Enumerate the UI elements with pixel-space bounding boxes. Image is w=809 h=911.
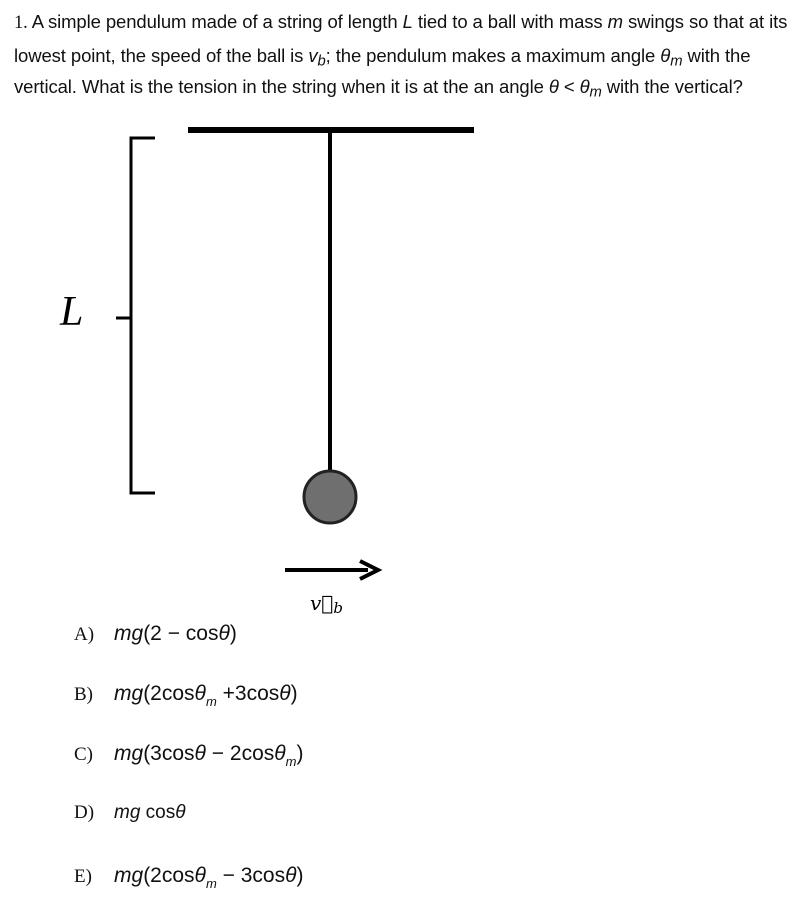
option-letter: C) [74, 744, 93, 765]
var-L: L [402, 11, 413, 32]
f: θ [194, 864, 206, 887]
sub-m: m [589, 84, 602, 101]
option-letter: A) [74, 624, 95, 645]
f: +3cos [216, 682, 280, 705]
f: ) [290, 682, 298, 705]
velocity-sub: b [333, 599, 343, 617]
f: − 3cos [216, 864, 286, 887]
f: mg [114, 864, 144, 887]
f: (2 − cos [143, 622, 219, 645]
option-letter: D) [74, 802, 95, 823]
option-letter: B) [74, 684, 93, 705]
f: m [205, 875, 217, 891]
text: A simple pendulum made of a string of length [27, 11, 403, 32]
f: (3cos [143, 742, 195, 765]
f: (2cos [143, 682, 195, 705]
f: ) [296, 864, 304, 887]
ceiling [188, 127, 474, 133]
f: θ [194, 682, 206, 705]
f: cos [140, 802, 176, 823]
velocity-label: v⃗ [310, 591, 334, 615]
ball [304, 471, 356, 523]
f: (2cos [143, 864, 195, 887]
f: ) [229, 622, 237, 645]
option-d[interactable] [74, 802, 186, 824]
f: θ [194, 742, 206, 765]
f: θ [274, 742, 286, 765]
option-letter: E) [74, 866, 92, 887]
f: θ [285, 864, 297, 887]
question-number: 1. [14, 13, 28, 33]
var-v: v [308, 44, 318, 66]
var-theta: θ [548, 76, 559, 97]
text: ; the pendulum makes a maximum angle [325, 44, 661, 66]
f: mg [114, 802, 141, 823]
option-c[interactable] [74, 742, 304, 769]
sub-b: b [317, 53, 326, 70]
sub-m: m [670, 53, 683, 70]
f: mg [114, 622, 144, 645]
f: m [285, 753, 297, 769]
length-bracket [131, 138, 155, 493]
f: − 2cos [205, 742, 275, 765]
option-a[interactable] [74, 622, 237, 646]
var-theta: θ [660, 44, 671, 66]
f: m [205, 693, 217, 709]
text: tied to a ball with mass [412, 11, 608, 32]
var-m: m [607, 11, 623, 32]
text: swings so that at its lowest point, the speed of the ball is [14, 11, 788, 66]
f: mg [114, 742, 144, 765]
svg-text:v⃗b [310, 591, 343, 617]
f: θ [279, 682, 291, 705]
option-e[interactable] [74, 864, 304, 891]
text: < [558, 76, 580, 97]
text: with the vertical. What is the tension in the string when it is at the an angle [14, 44, 751, 97]
f: θ [175, 802, 186, 823]
var-theta: θ [579, 76, 590, 97]
f: ) [296, 742, 304, 765]
f: mg [114, 682, 144, 705]
f: θ [218, 622, 230, 645]
option-b[interactable] [74, 682, 298, 709]
text: with the vertical? [601, 76, 743, 97]
length-label: L [60, 289, 84, 335]
